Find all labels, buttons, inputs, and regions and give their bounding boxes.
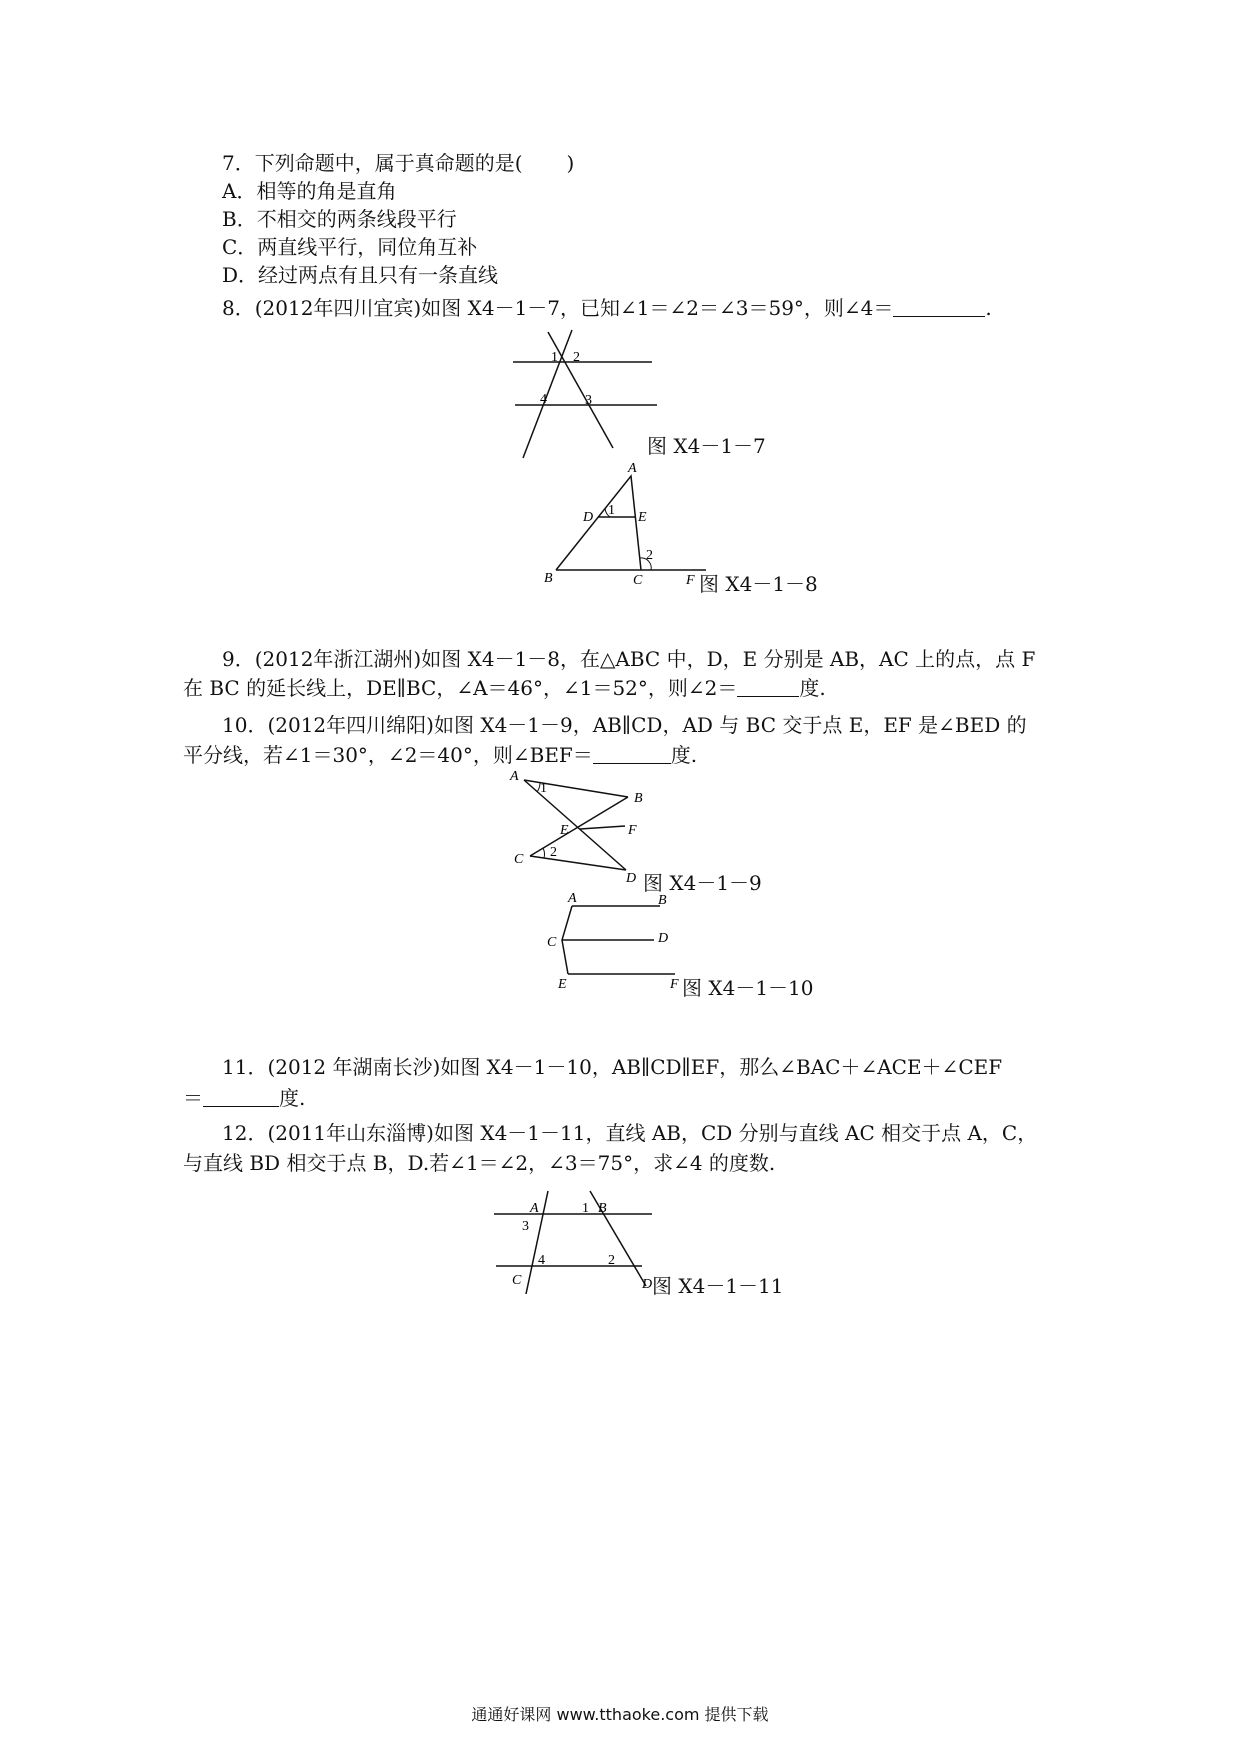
point-label-e: E: [638, 510, 647, 525]
angle-label-1: 1: [540, 781, 547, 796]
q10-line2: 平分线，若∠1＝30°，∠2＝40°，则∠BEF＝ 度.: [183, 743, 698, 767]
point-label-d: D: [626, 871, 637, 886]
point-label-c: C: [514, 852, 524, 867]
q9-line1: 9．(2012年浙江湖州)如图 X4－1－8，在△ABC 中，D，E 分别是 AB，AC 上的点，点 F: [222, 647, 1036, 671]
point-label-a: A: [568, 891, 577, 906]
q10-line1: 10．(2012年四川绵阳)如图 X4－1－9，AB∥CD，AD 与 BC 交于点 E，EF 是∠BED 的: [222, 713, 1027, 737]
q11-source: (2012 年湖南长沙): [267, 1055, 441, 1079]
q7-option-d: D．经过两点有且只有一条直线: [222, 263, 499, 287]
point-label-b: B: [658, 893, 667, 908]
q10-answer-blank: [593, 745, 671, 764]
point-label-a: A: [510, 769, 519, 784]
point-label-b: B: [544, 571, 553, 586]
angle-label-2: 2: [608, 1253, 615, 1268]
transversal-left: [523, 330, 572, 458]
figure-x4-1-11-caption: 图 X4－1－11: [652, 1274, 784, 1298]
q12-source: (2011年山东淄博): [267, 1121, 434, 1145]
point-label-a: A: [530, 1201, 539, 1216]
figure-x4-1-7-caption: 图 X4－1－7: [647, 434, 766, 458]
q7-option-b: B．不相交的两条线段平行: [222, 207, 457, 231]
angle-arc-2: [543, 848, 544, 858]
figure-x4-1-11: [490, 1188, 830, 1298]
angle-label-4: 4: [538, 1253, 545, 1268]
angle-label-1: 1: [551, 350, 558, 365]
angle-label-2: 2: [550, 845, 557, 860]
point-label-b: B: [598, 1201, 607, 1216]
angle-label-4: 4: [540, 392, 547, 407]
angle-label-2: 2: [646, 548, 653, 563]
angle-label-1: 1: [582, 1201, 589, 1216]
figure-x4-1-10: [540, 890, 840, 1000]
angle-label-2: 2: [573, 350, 580, 365]
point-label-c: C: [633, 573, 643, 588]
point-label-c: C: [547, 935, 557, 950]
point-label-f: F: [686, 573, 695, 588]
figure-x4-1-7: [505, 320, 805, 460]
q10-source: (2012年四川绵阳): [267, 713, 434, 737]
point-label-d: D: [642, 1277, 653, 1292]
page-footer: 通通好课网 www.tthaoke.com 提供下载: [471, 1705, 769, 1724]
angle-label-3: 3: [585, 393, 592, 408]
q11-line1: 11．(2012 年湖南长沙)如图 X4－1－10，AB∥CD∥EF，那么∠BAC＋∠ACE＋∠CEF: [222, 1055, 1003, 1079]
segment-ef: [580, 826, 625, 829]
q7-stem-text: 下列命题中，属于真命题的是(: [254, 151, 523, 175]
q8-stem: 8．(2012年四川宜宾)如图 X4－1－7，已知∠1＝∠2＝∠3＝59°，则∠4＝ .: [222, 296, 992, 320]
figure-x4-1-9: [510, 769, 810, 895]
figure-x4-1-10-caption: 图 X4－1－10: [682, 976, 814, 1000]
q8-text: 如图 X4－1－7，已知∠1＝∠2＝∠3＝59°，则∠4＝: [421, 296, 894, 320]
q7-option-a: A．相等的角是直角: [222, 179, 397, 203]
q7-number: 7．: [222, 151, 255, 175]
q9-answer-blank: [737, 678, 799, 697]
q9-line2: 在 BC 的延长线上，DE∥BC，∠A＝46°，∠1＝52°，则∠2＝ 度.: [183, 676, 826, 700]
q12-line1: 12．(2011年山东淄博)如图 X4－1－11，直线 AB，CD 分别与直线 AC 相交于点 A，C，: [222, 1121, 1038, 1145]
point-label-e: E: [560, 823, 569, 838]
angle-label-3: 3: [522, 1219, 529, 1234]
q7-option-c: C．两直线平行，同位角互补: [222, 235, 478, 259]
point-label-a: A: [628, 461, 637, 476]
q11-line2: ＝ 度.: [183, 1086, 306, 1110]
q9-source: (2012年浙江湖州): [254, 647, 422, 671]
point-label-e: E: [558, 977, 567, 992]
figure-x4-1-9-caption: 图 X4－1－9: [643, 871, 762, 895]
point-label-c: C: [512, 1273, 522, 1288]
figure-x4-1-8-caption: 图 X4－1－8: [699, 572, 818, 596]
q12-line2: 与直线 BD 相交于点 B，D.若∠1＝∠2，∠3＝75°，求∠4 的度数.: [183, 1151, 776, 1175]
point-label-f: F: [670, 977, 679, 992]
q8-answer-blank: [893, 298, 985, 317]
point-label-f: F: [628, 823, 637, 838]
angle-label-1: 1: [608, 503, 615, 518]
q11-answer-blank: [203, 1088, 279, 1107]
point-label-d: D: [658, 931, 669, 946]
point-label-b: B: [634, 791, 643, 806]
figure-x4-1-8: [538, 458, 838, 596]
q7-stem: 7．下列命题中，属于真命题的是( ): [222, 151, 575, 175]
triangle-abc: [556, 476, 641, 570]
point-label-d: D: [583, 510, 594, 525]
q8-source: (2012年四川宜宾): [254, 296, 422, 320]
